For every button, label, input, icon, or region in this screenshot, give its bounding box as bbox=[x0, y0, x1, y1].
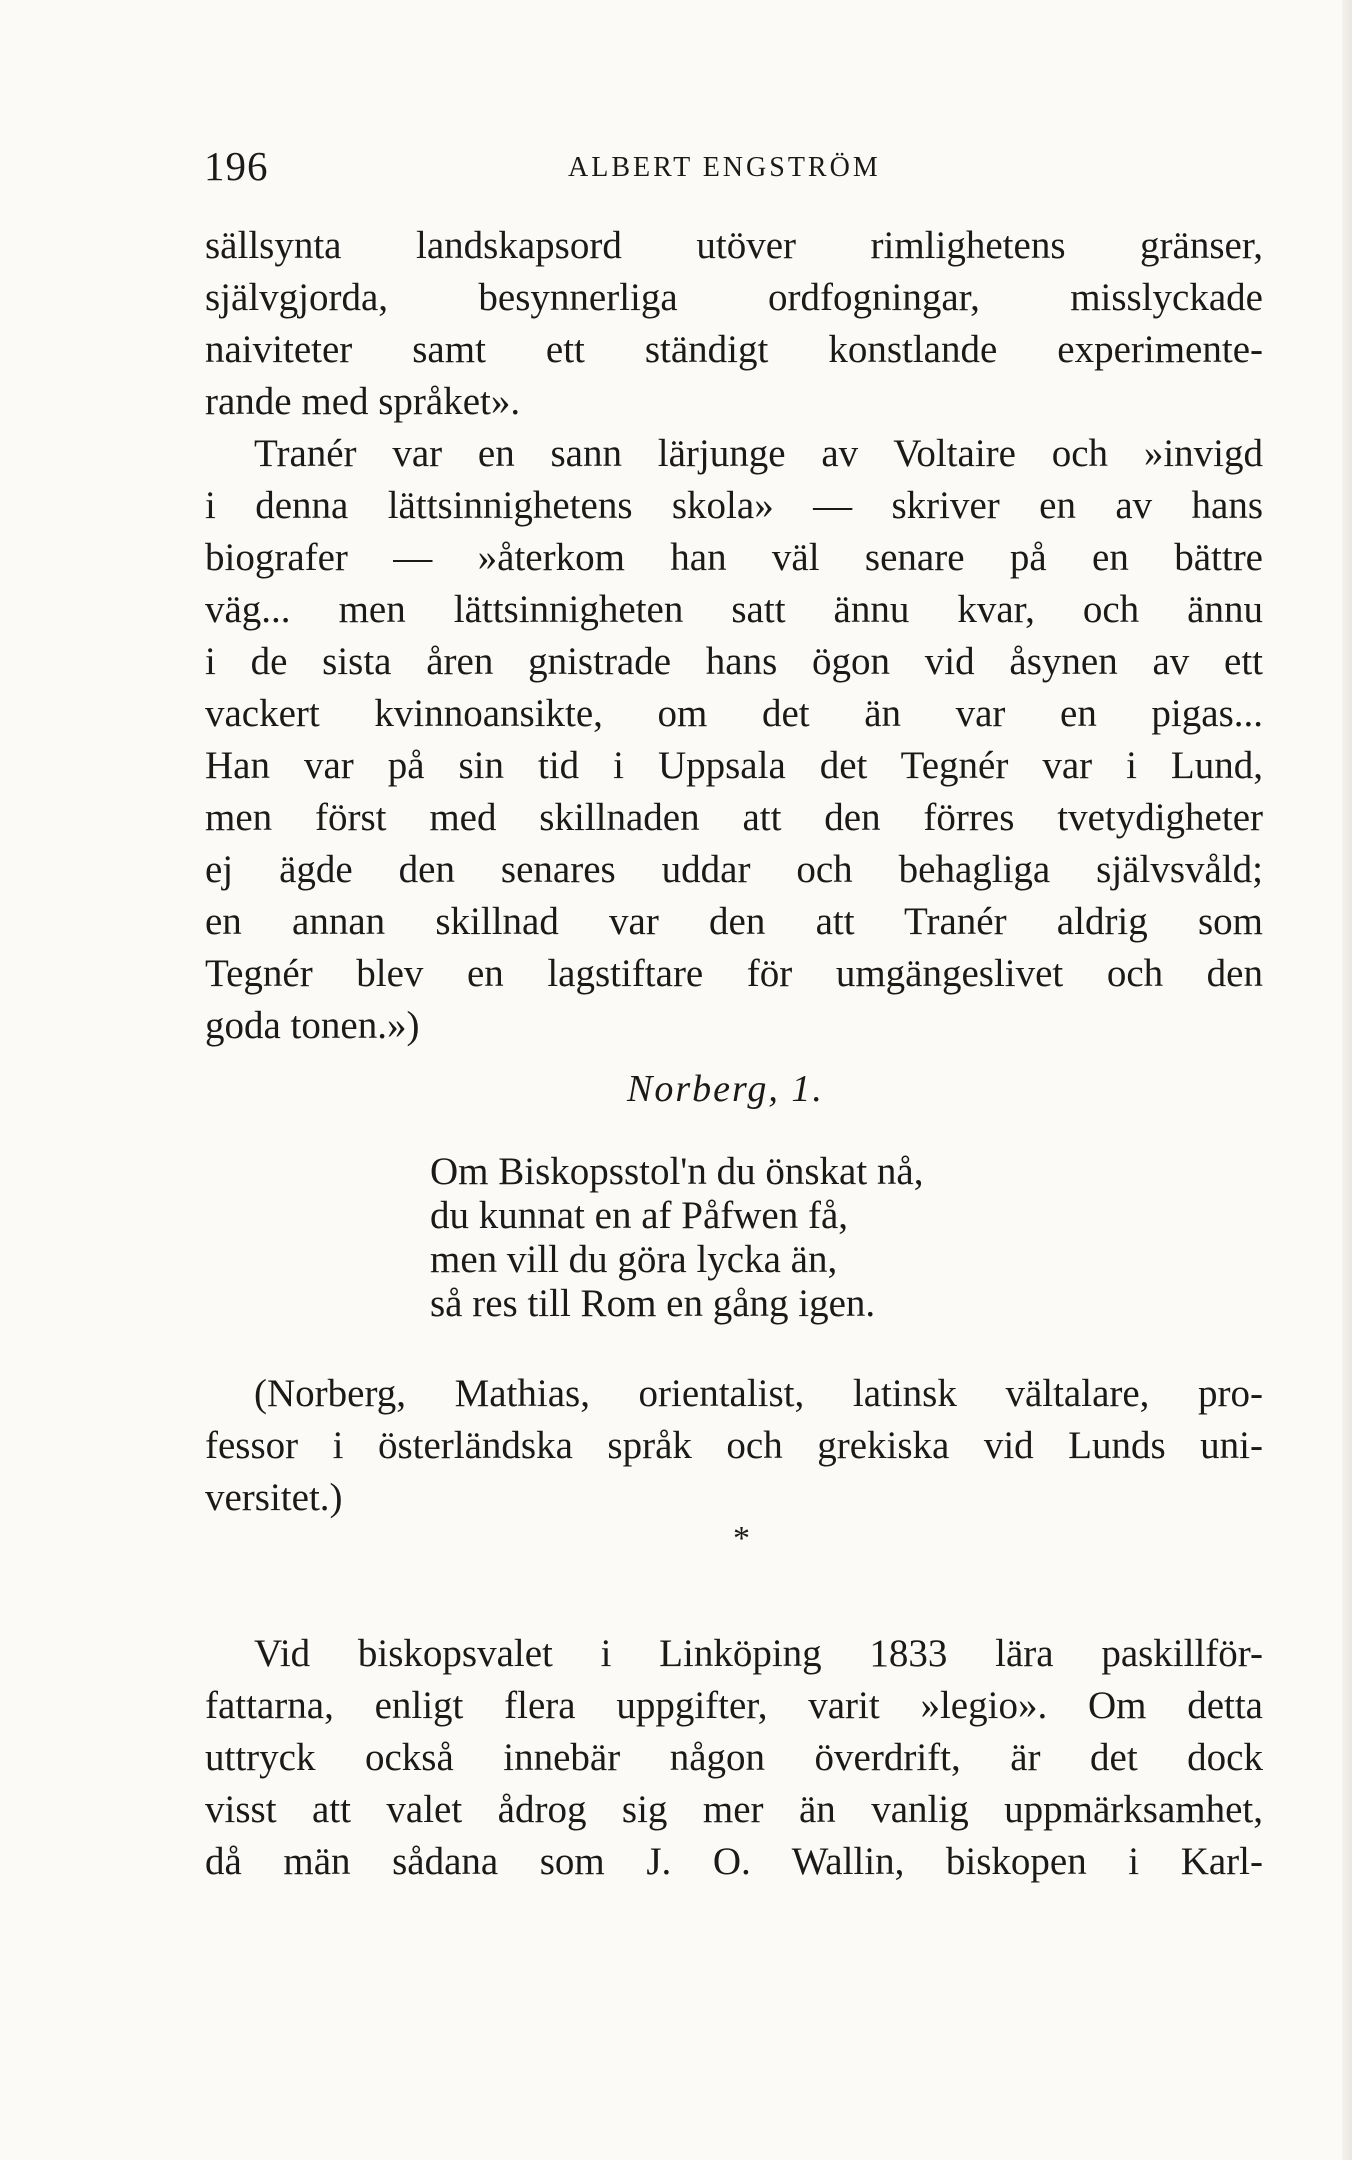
text-line: fattarna, enligt flera uppgifter, varit »legio». Om detta bbox=[205, 1684, 1263, 1727]
text-line: Han var på sin tid i Uppsala det Tegnér var i Lund, bbox=[205, 744, 1263, 787]
text-line: vackert kvinnoansikte, om det än var en pigas... bbox=[205, 692, 1263, 735]
text-line: goda tonen.») bbox=[205, 1004, 420, 1047]
signature: Norberg, 1. bbox=[627, 1068, 824, 1110]
text-line: naiviteter samt ett ständigt konstlande experimente- bbox=[205, 328, 1263, 371]
text-line: då män sådana som J. O. Wallin, biskopen i Karl- bbox=[205, 1840, 1263, 1883]
text-line: uttryck också innebär någon överdrift, är det dock bbox=[205, 1736, 1263, 1779]
poem-line: men vill du göra lycka än, bbox=[430, 1238, 838, 1281]
running-head: ALBERT ENGSTRÖM bbox=[568, 152, 881, 183]
text-line: ej ägde den senares uddar och behagliga självsvåld; bbox=[205, 848, 1263, 891]
text-line: i de sista åren gnistrade hans ögon vid åsynen av ett bbox=[205, 640, 1263, 683]
text-line: rande med språket». bbox=[205, 380, 521, 423]
poem-line: Om Biskopsstol'n du önskat nå, bbox=[430, 1150, 924, 1193]
text-line: fessor i österländska språk och grekiska vid Lunds uni- bbox=[205, 1424, 1263, 1467]
text-line: Tranér var en sann lärjunge av Voltaire och »invigd bbox=[254, 432, 1263, 475]
text-line: väg... men lättsinnigheten satt ännu kvar, och ännu bbox=[205, 588, 1263, 631]
text-line: visst att valet ådrog sig mer än vanlig uppmärksamhet, bbox=[205, 1788, 1263, 1831]
section-separator: * bbox=[733, 1520, 750, 1557]
text-line: självgjorda, besynnerliga ordfogningar, misslyckade bbox=[205, 276, 1263, 319]
text-line: sällsynta landskapsord utöver rimlighetens gränser, bbox=[205, 224, 1263, 267]
text-line: (Norberg, Mathias, orientalist, latinsk vältalare, pro- bbox=[254, 1372, 1263, 1415]
text-line: versitet.) bbox=[205, 1476, 343, 1519]
page-edge bbox=[1342, 0, 1352, 2160]
poem-line: så res till Rom en gång igen. bbox=[430, 1282, 876, 1325]
page-header bbox=[204, 142, 1264, 202]
page-number: 196 bbox=[204, 143, 269, 189]
text-line: Vid biskopsvalet i Linköping 1833 lära paskillför- bbox=[254, 1632, 1263, 1675]
text-line: men först med skillnaden att den förres tvetydigheter bbox=[205, 796, 1263, 839]
text-line: i denna lättsinnighetens skola» — skriver en av hans bbox=[205, 484, 1263, 527]
poem-line: du kunnat en af Påfwen få, bbox=[430, 1194, 849, 1237]
text-line: Tegnér blev en lagstiftare för umgängeslivet och den bbox=[205, 952, 1263, 995]
text-line: en annan skillnad var den att Tranér aldrig som bbox=[205, 900, 1263, 943]
text-line: biografer — »återkom han väl senare på en bättre bbox=[205, 536, 1263, 579]
